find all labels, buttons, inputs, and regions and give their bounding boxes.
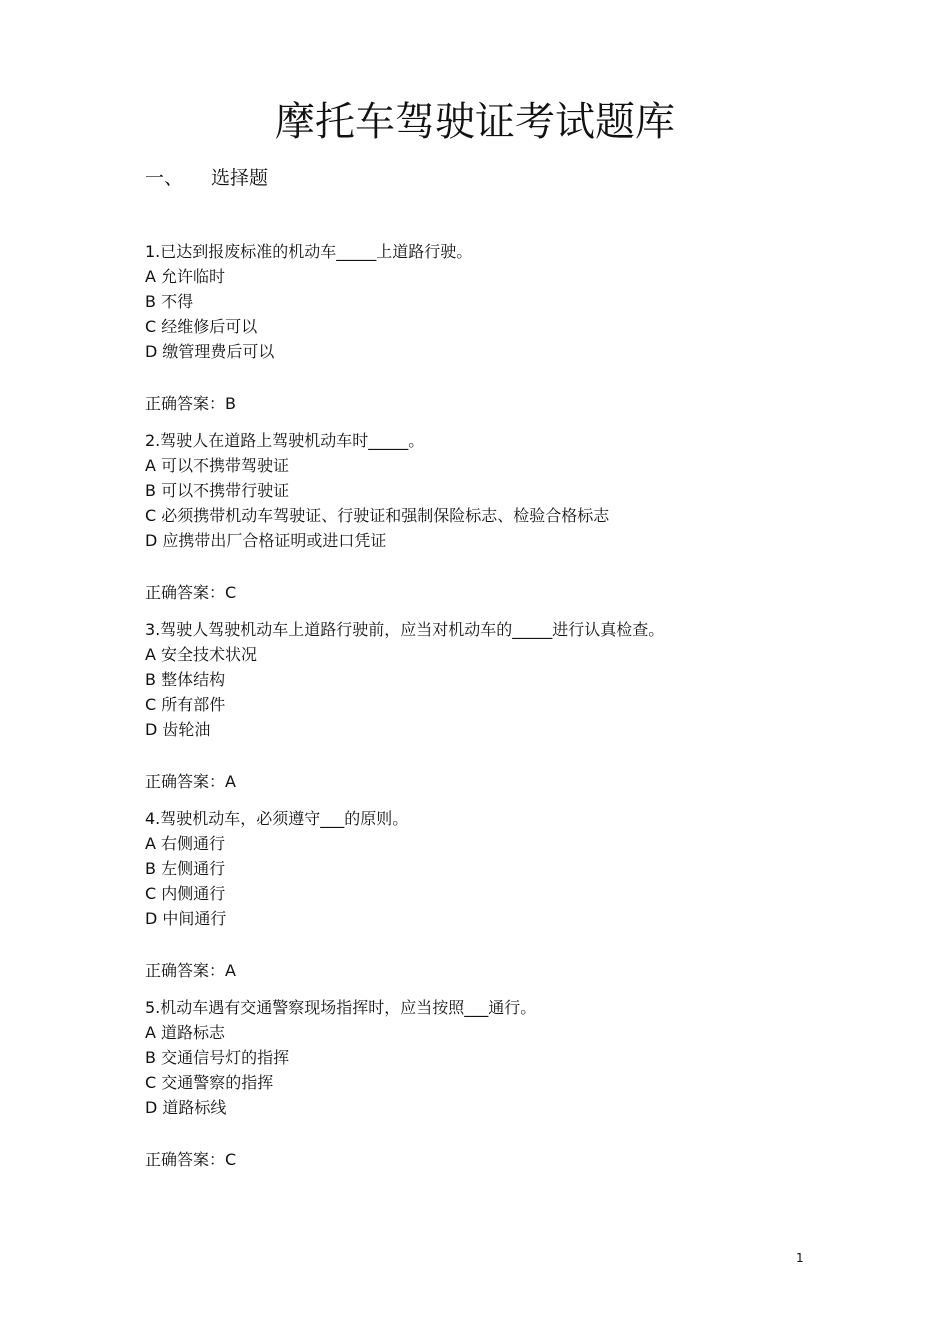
option-d: D 齿轮油 [145, 720, 211, 739]
question-item [145, 239, 845, 416]
option-d: D 缴管理费后可以 [145, 342, 275, 361]
question-item [145, 617, 845, 794]
option-c: C 所有部件 [145, 695, 226, 714]
page-number: 1 [796, 1251, 804, 1265]
section-title: 选择题 [211, 167, 269, 189]
option-a: A 安全技术状况 [145, 645, 258, 664]
option-d: D 应携带出厂合格证明或进口凭证 [145, 531, 387, 550]
correct-answer: 正确答案：C [145, 1150, 237, 1169]
option-c: C 交通警察的指挥 [145, 1073, 274, 1092]
question-list [145, 239, 845, 1184]
section-heading [145, 164, 268, 192]
question-text: 4.驾驶机动车，必须遵守___的原则。 [145, 809, 409, 828]
question-text: 5.机动车遇有交通警察现场指挥时，应当按照___通行。 [145, 998, 537, 1017]
option-d: D 中间通行 [145, 909, 227, 928]
option-a: A 允许临时 [145, 267, 226, 286]
option-d: D 道路标线 [145, 1098, 227, 1117]
option-c: C 经维修后可以 [145, 317, 258, 336]
option-c: C 必须携带机动车驾驶证、行驶证和强制保险标志、检验合格标志 [145, 506, 610, 525]
correct-answer: 正确答案：A [145, 772, 236, 791]
option-b: B 整体结构 [145, 670, 226, 689]
question-text: 3.驾驶人驾驶机动车上道路行驶前，应当对机动车的_____进行认真检查。 [145, 620, 665, 639]
option-b: B 交通信号灯的指挥 [145, 1048, 290, 1067]
option-c: C 内侧通行 [145, 884, 226, 903]
question-item [145, 806, 845, 983]
option-a: A 道路标志 [145, 1023, 226, 1042]
question-text: 2.驾驶人在道路上驾驶机动车时_____。 [145, 431, 425, 450]
option-b: B 可以不携带行驶证 [145, 481, 290, 500]
question-item [145, 995, 845, 1172]
question-text: 1.已达到报废标准的机动车_____上道路行驶。 [145, 242, 473, 261]
correct-answer: 正确答案：C [145, 583, 237, 602]
option-a: A 右侧通行 [145, 834, 226, 853]
correct-answer: 正确答案：A [145, 961, 236, 980]
question-item [145, 428, 845, 605]
option-a: A 可以不携带驾驶证 [145, 456, 290, 475]
option-b: B 左侧通行 [145, 859, 226, 878]
section-number: 一、 [145, 167, 184, 189]
document-title: 摩托车驾驶证考试题库 [275, 99, 675, 145]
correct-answer: 正确答案：B [145, 394, 236, 413]
option-b: B 不得 [145, 292, 194, 311]
